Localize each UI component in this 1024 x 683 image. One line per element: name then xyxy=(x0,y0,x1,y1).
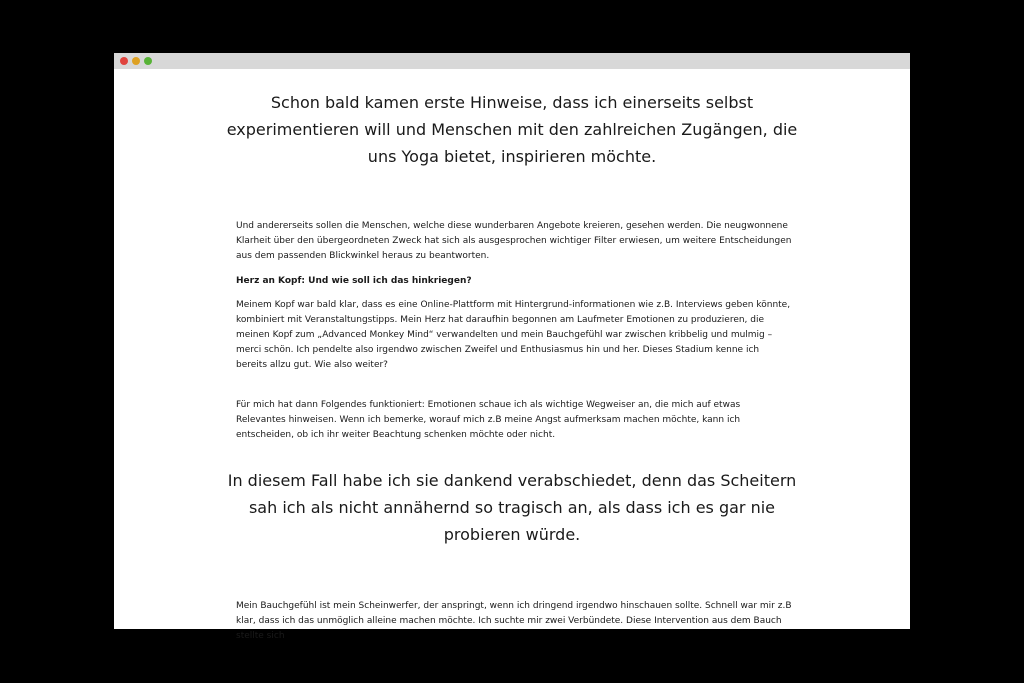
maximize-window-button[interactable] xyxy=(144,57,152,65)
paragraph-1: Und andererseits sollen die Menschen, welche diese wunderbaren Angebote kreieren, gesehen werden. Die neugwonnene Klarheit über den übergeordneten Zweck hat sich als ausgesprochen wichtiger Filter erwiesen, um weitere Entscheidungen aus dem passenden Blickwinkel heraus zu beantworten. xyxy=(236,221,792,261)
section-heading: Herz an Kopf: Und wie soll ich das hinkriegen? xyxy=(236,276,472,286)
pull-quote-2: In diesem Fall habe ich sie dankend verabschiedet, denn das Scheitern sah ich als nicht annähernd so tragisch an, als dass ich es gar nie probieren würde. xyxy=(227,471,797,544)
minimize-window-button[interactable] xyxy=(132,57,140,65)
window-titlebar xyxy=(114,53,910,69)
paragraph-4: Mein Bauchgefühl ist mein Scheinwerfer, der anspringt, wenn ich dringend irgendwo hinschauen sollte. Schnell war mir z.B klar, dass ich das unmöglich alleine machen möchte. Ich suchte mir zwei Verbündete. Diese Intervention aus dem Bauch stellte sich xyxy=(236,601,792,641)
close-window-button[interactable] xyxy=(120,57,128,65)
paragraph-3: Für mich hat dann Folgendes funktioniert: Emotionen schaue ich als wichtige Wegweiser an, die mich auf etwas Relevantes hinweisen. Wenn ich bemerke, worauf mich z.B meine Angst aufmerksam machen möchte, kann ich entscheiden, ob ich ihr weiter Beachtung schenken möchte oder nicht. xyxy=(236,400,741,440)
article-content xyxy=(114,69,910,641)
browser-window xyxy=(114,53,910,641)
paragraph-2: Meinem Kopf war bald klar, dass es eine Online-Plattform mit Hintergrund-informationen wie z.B. Interviews geben könnte, kombiniert mit Veranstaltungstipps. Mein Herz hat daraufhin begonnen am Laufmeter Emotionen zu produzieren, die meinen Kopf zum „Advanced Monkey Mind“ verwandelten und mein Bauchgefühl war zwischen kribbelig und mulmig – merci schön. Ich pendelte also irgendwo zwischen Zweifel und Enthusiasmus hin und her. Dieses Stadium kenne ich bereits allzu gut. Wie also weiter? xyxy=(236,300,791,370)
pull-quote-1: Schon bald kamen erste Hinweise, dass ich einerseits selbst experimentieren will und Menschen mit den zahlreichen Zugängen, die uns Yoga bietet, inspirieren möchte. xyxy=(226,93,798,166)
